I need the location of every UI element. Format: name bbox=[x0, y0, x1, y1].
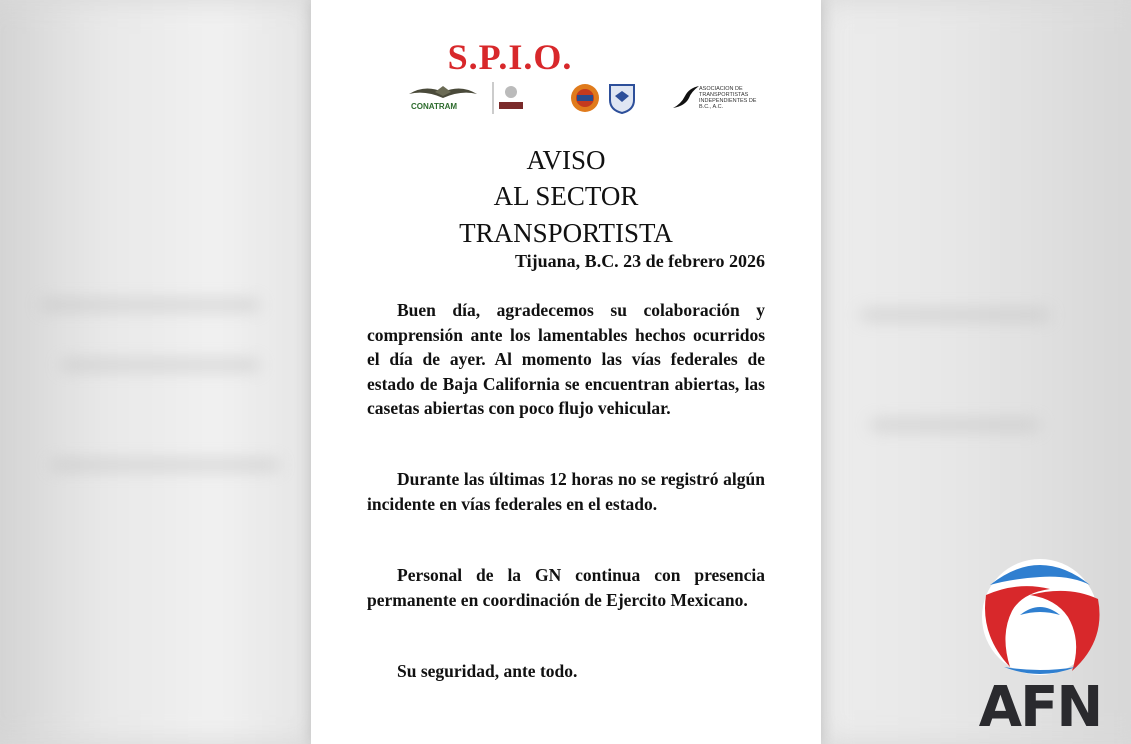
association-logos bbox=[405, 82, 765, 116]
spio-title: S.P.I.O. bbox=[447, 37, 573, 77]
blurred-text-ghost bbox=[870, 420, 1040, 430]
paragraph-closing: Su seguridad, ante todo. bbox=[397, 661, 578, 681]
paragraph-gn-presence: Personal de la GN continua con presencia permanente en coordinación de Ejercito Mexicano. bbox=[367, 565, 765, 610]
afn-watermark-logo bbox=[960, 555, 1120, 740]
blurred-text-ghost bbox=[860, 310, 1050, 320]
notice-sheet bbox=[311, 0, 821, 744]
afn-wordmark: AFN bbox=[978, 675, 1102, 740]
blurred-background-left bbox=[0, 0, 320, 744]
heading-line-transportista: TRANSPORTISTA bbox=[459, 218, 673, 248]
conatram-logo bbox=[405, 82, 481, 114]
shield-badge-logo bbox=[607, 82, 637, 114]
emblem-logo bbox=[491, 82, 527, 114]
heading-line-sector: AL SECTOR bbox=[493, 181, 639, 211]
blurred-text-ghost bbox=[50, 460, 280, 470]
blurred-text-ghost bbox=[40, 300, 260, 310]
conatram-label: CONATRAM bbox=[411, 102, 458, 111]
asociacion-label: ASOCIACION DE TRANSPORTISTAS INDEPENDIENTES DE B.C., A.C. bbox=[699, 86, 757, 110]
afn-ball-icon bbox=[960, 555, 1120, 685]
blurred-text-ghost bbox=[60, 360, 260, 370]
paragraph-incidents: Durante las últimas 12 horas no se registró algún incidente en vías federales en el estado. bbox=[367, 469, 765, 514]
asociacion-logo bbox=[671, 82, 765, 114]
notice-date: Tijuana, B.C. 23 de febrero 2026 bbox=[514, 251, 765, 271]
circle-seal-logo bbox=[567, 82, 603, 114]
paragraph-roads-status: Buen día, agradecemos su colaboración y comprensión ante los lamentables hechos ocurridos el día de ayer. Al momento las vías federales de estado de Baja California se encuentran abiertas, las casetas abiertas con poco flujo vehicular. bbox=[367, 300, 765, 418]
heading-line-aviso: AVISO bbox=[526, 145, 606, 175]
